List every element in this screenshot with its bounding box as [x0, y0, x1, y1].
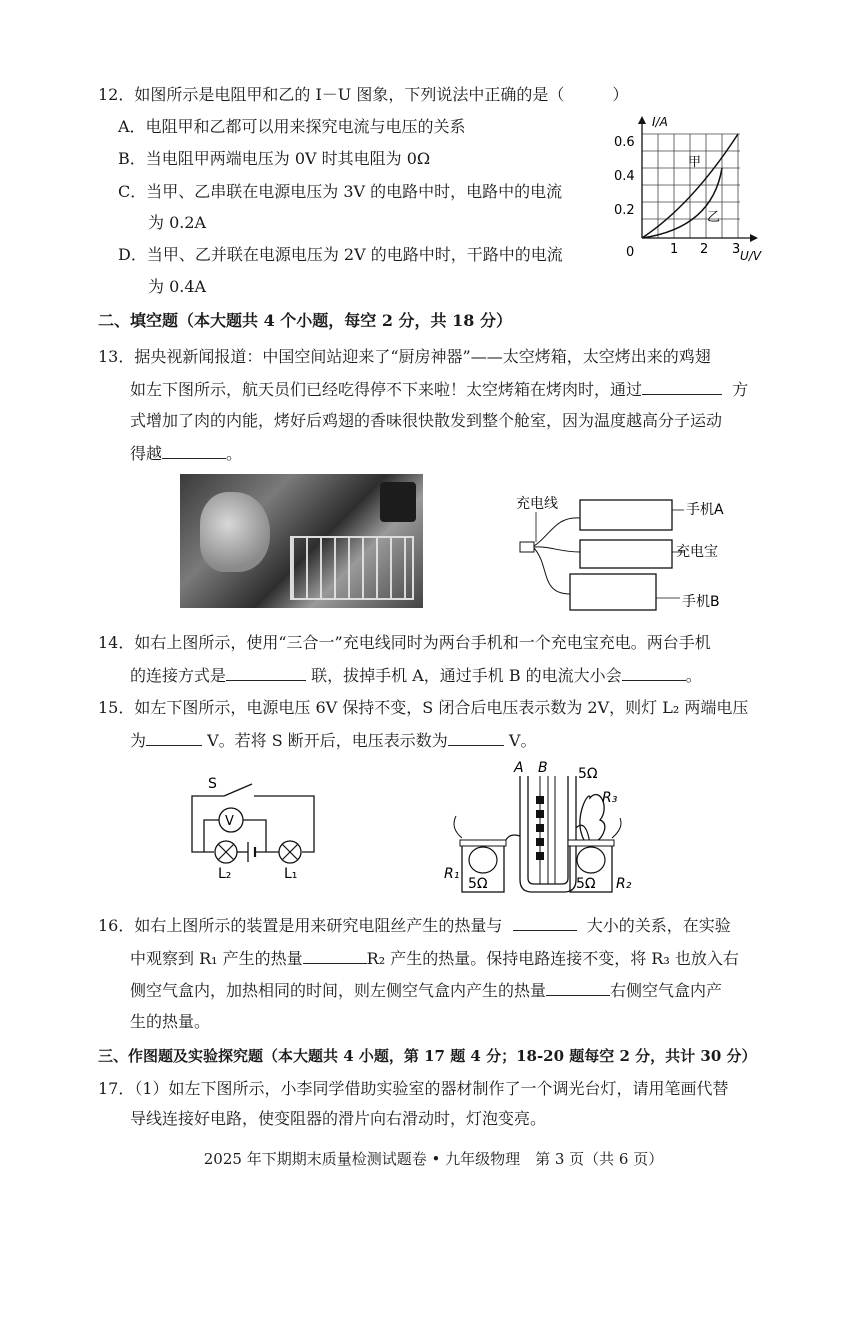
q14-blank-1[interactable]	[226, 664, 306, 681]
q17-line2: 导线连接好电路，使变阻器的滑片向右滑动时，灯泡变亮。	[130, 1109, 547, 1128]
q13-line2: 如左下图所示，航天员们已经吃得停不下来啦！太空烤箱在烤肉时，通过 方	[130, 380, 749, 399]
graph-ylabel: I/A	[652, 115, 668, 129]
graph-origin: 0	[626, 245, 635, 260]
q16-line1: 16．如右上图所示的装置是用来研究电阻丝产生的热量与 大小的关系，在实验	[98, 916, 731, 935]
label-cable: 充电线	[516, 496, 558, 512]
label-r1-value: 5Ω	[468, 876, 488, 892]
label-r2: R₂	[616, 876, 632, 892]
label-r1: R₁	[444, 866, 460, 882]
section3-heading: 三、作图题及实验探究题（本大题共 4 小题，第 17 题 4 分；18-20 题每空 2 分，共计 30 分）	[98, 1047, 757, 1065]
label-phone-a: 手机A	[686, 502, 724, 518]
label-switch: S	[208, 776, 217, 792]
label-l2: L₂	[218, 866, 232, 882]
q17-line1: 17．（1）如左下图所示，小李同学借助实验室的器材制作了一个调光台灯，请用笔画代替	[98, 1079, 729, 1098]
label-l1: L₁	[284, 866, 298, 882]
q12-option-c: C．当甲、乙串联在电源电压为 3V 的电路中时，电路中的电流	[118, 182, 563, 201]
page-footer: 2025 年下期期末质量检测试题卷 • 九年级物理 第 3 页（共 6 页）	[203, 1150, 664, 1168]
label-phone-b: 手机B	[682, 594, 720, 610]
q15-line2: 为 V。若将 S 断开后，电压表示数为 V。	[130, 731, 537, 750]
q16-blank-1[interactable]	[513, 914, 577, 931]
q12-option-a: A．电阻甲和乙都可以用来探究电流与电压的关系	[118, 117, 466, 136]
xtick-3: 3	[732, 242, 741, 257]
q15-line1: 15．如左下图所示，电源电压 6V 保持不变，S 闭合后电压表示数为 2V，则灯 L₂ 两端电压	[98, 698, 749, 717]
label-a: A	[514, 760, 524, 776]
q12-option-d-cont: 为 0.4A	[148, 277, 207, 296]
q12-option-b: B．当电阻甲两端电压为 0V 时其电阻为 0Ω	[118, 149, 431, 168]
curve-yi	[642, 168, 722, 238]
label-yi: 乙	[707, 210, 721, 225]
xtick-1: 1	[670, 242, 679, 257]
q13-blank-1[interactable]	[642, 378, 722, 395]
chicken-wing-photo	[180, 474, 423, 608]
xtick-2: 2	[700, 242, 709, 257]
iu-graph	[612, 110, 772, 270]
q16-line4: 生的热量。	[130, 1012, 211, 1031]
power-bank-box	[580, 540, 672, 568]
q14-blank-2[interactable]	[622, 664, 686, 681]
q16-line3: 侧空气盒内，加热相同的时间，则左侧空气盒内产生的热量 右侧空气盒内产	[130, 981, 723, 1000]
q12-option-c-cont: 为 0.2A	[148, 213, 207, 232]
phone-b-box	[570, 574, 656, 610]
q13-line1: 13．据央视新闻报道：中国空间站迎来了“厨房神器”——太空烤箱，太空烤出来的鸡翅	[98, 347, 711, 366]
heating-apparatus	[440, 758, 640, 900]
charger-diagram	[500, 486, 740, 616]
label-r3: R₃	[602, 790, 618, 806]
q12-stem: 12．如图所示是电阻甲和乙的 I－U 图象，下列说法中正确的是（ ）	[98, 85, 629, 104]
section2-heading: 二、填空题（本大题共 4 个小题，每空 2 分，共 18 分）	[98, 311, 512, 330]
svg-text:V: V	[225, 814, 234, 829]
q15-blank-2[interactable]	[448, 729, 504, 746]
q15-blank-1[interactable]	[146, 729, 202, 746]
ytick-02: 0.2	[614, 203, 635, 218]
q14-line2: 的连接方式是 联，拔掉手机 A，通过手机 B 的电流大小会 。	[130, 666, 702, 685]
label-b: B	[538, 760, 548, 776]
series-circuit	[180, 770, 330, 885]
graph-xlabel: U/V	[740, 249, 762, 263]
label-power-bank: 充电宝	[676, 544, 718, 560]
switch-s	[224, 784, 252, 796]
q12-option-d: D．当甲、乙并联在电源电压为 2V 的电路中时，干路中的电流	[118, 245, 563, 264]
phone-a-box	[580, 500, 672, 530]
q16-line2: 中观察到 R₁ 产生的热量 R₂ 产生的热量。保持电路连接不变，将 R₃ 也放入右	[130, 949, 739, 968]
q13-blank-2[interactable]	[162, 442, 226, 459]
q16-blank-2[interactable]	[303, 947, 367, 964]
q13-line3: 式增加了肉的内能，烤好后鸡翅的香味很快散发到整个舱室，因为温度越高分子运动	[130, 411, 723, 430]
label-r2-value: 5Ω	[576, 876, 596, 892]
q16-blank-3[interactable]	[546, 979, 610, 996]
label-jia: 甲	[688, 155, 702, 170]
label-r3-value: 5Ω	[578, 766, 598, 782]
q13-line4: 得越 。	[130, 444, 243, 463]
ytick-06: 0.6	[614, 135, 635, 150]
ytick-04: 0.4	[614, 169, 635, 184]
q14-line1: 14．如右上图所示，使用“三合一”充电线同时为两台手机和一个充电宝充电。两台手机	[98, 633, 711, 652]
